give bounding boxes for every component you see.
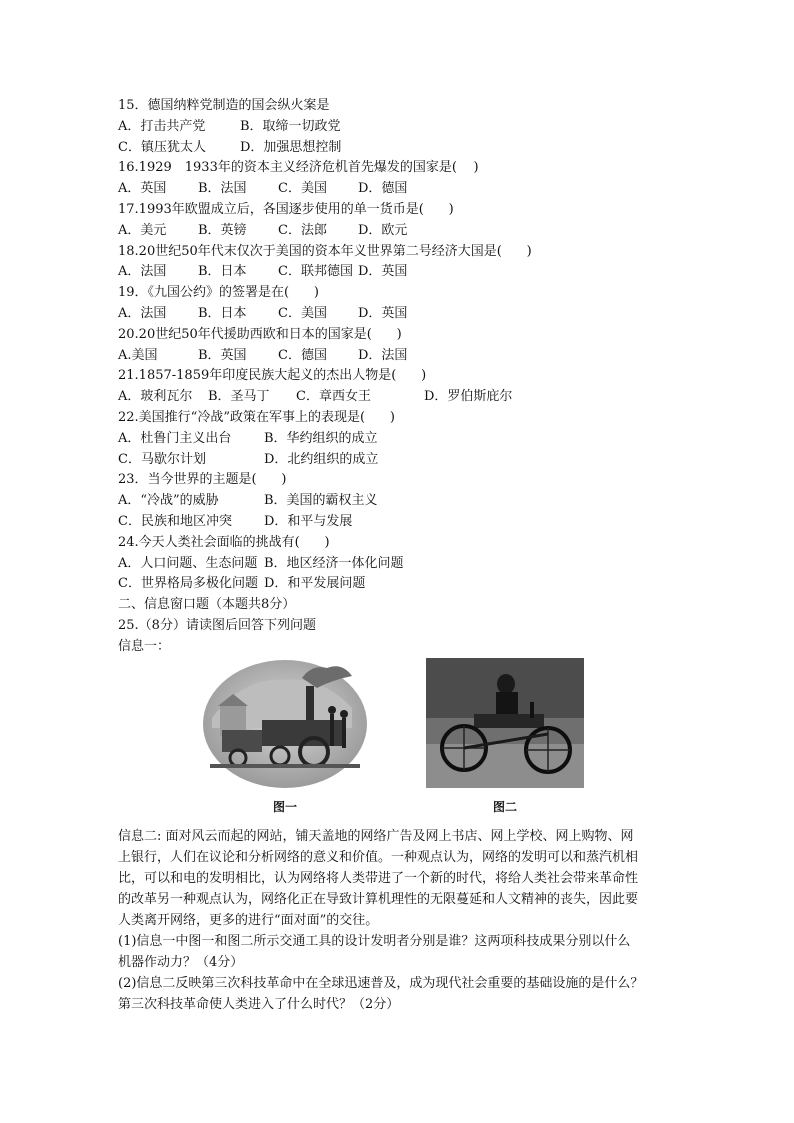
text-line: 上银行，人们在议论和分析网络的意义和价值。一种观点认为，网络的发明可以和蒸汽机相: [118, 849, 639, 865]
answer-option[interactable]: B．英国: [198, 347, 247, 363]
options-row: [118, 450, 688, 471]
answer-option[interactable]: A．法国: [118, 305, 167, 321]
answer-option[interactable]: C．马歇尔计划: [118, 451, 206, 467]
question-stem: 20.20世纪50年代援助西欧和日本的国家是( ): [118, 326, 402, 342]
text-line: (2)信息二反映第三次科技革命中在全球迅速普及，成为现代社会重要的基础设施的是什么？: [118, 975, 644, 991]
figure-two-caption: 图二: [493, 799, 518, 814]
answer-option[interactable]: A．“冷战”的威胁: [118, 493, 219, 509]
options-row: [118, 512, 688, 533]
options-row: [118, 221, 688, 242]
question-stem: 17.1993年欧盟成立后，各国逐步使用的单一货币是( ): [118, 201, 454, 217]
question-stem: 15．德国纳粹党制造的国会纵火案是: [118, 98, 330, 113]
answer-option[interactable]: B．圣马丁: [208, 389, 270, 405]
answer-option[interactable]: C．法郎: [278, 222, 327, 238]
sub-question-1: [118, 931, 688, 973]
question-stem: 21.1857-1859年印度民族大起义的杰出人物是( ): [118, 368, 427, 384]
answer-option[interactable]: B．美国的霸权主义: [264, 493, 378, 509]
options-row: [118, 138, 688, 159]
answer-option[interactable]: B．地区经济一体化问题: [264, 555, 404, 571]
answer-option[interactable]: C．美国: [278, 305, 327, 321]
answer-option[interactable]: D．罗伯斯庇尔: [424, 389, 513, 405]
answer-option[interactable]: D．德国: [358, 181, 408, 197]
question-stem: 22.美国推行“冷战”政策在军事上的表现是( ): [118, 409, 395, 425]
section-heading: 二、信息窗口题（本题共8分）: [118, 597, 296, 613]
answer-option[interactable]: C．镇压犹太人: [118, 139, 206, 155]
answer-option[interactable]: B．英镑: [198, 222, 247, 238]
options-row: [118, 262, 688, 283]
text-line: 的改革另一种观点认为，网络化正在导致计算机理性的无限蔓延和人文精神的丧失，因此要: [118, 891, 639, 907]
answer-option[interactable]: A．美元: [118, 222, 167, 238]
question-stem: 19．《九国公约》的签署是在( ): [118, 285, 319, 301]
answer-option[interactable]: D．欧元: [358, 222, 408, 238]
multiple-choice-section: [118, 96, 688, 595]
options-row: [118, 346, 688, 367]
answer-option[interactable]: D．和平与发展: [264, 513, 353, 529]
answer-option[interactable]: D．加强思想控制: [240, 139, 342, 155]
question-stem: 24.今天人类社会面临的挑战有( ): [118, 534, 330, 550]
options-row: [118, 554, 688, 575]
answer-option[interactable]: A．英国: [118, 181, 167, 197]
answer-option[interactable]: B．日本: [198, 264, 247, 280]
answer-option[interactable]: D．法国: [358, 347, 408, 363]
options-row: [118, 574, 688, 595]
answer-option[interactable]: B．取缔一切政党: [240, 118, 341, 134]
question-stem: 23．当今世界的主题是( ): [118, 472, 287, 488]
exam-page: [118, 96, 688, 1015]
options-row: [118, 304, 688, 325]
options-row: [118, 491, 688, 512]
options-row: [118, 179, 688, 200]
figure-two-early-automobile: [426, 658, 584, 788]
options-row: [118, 387, 688, 408]
sub-question-2: [118, 973, 688, 1015]
answer-option[interactable]: C．世界格局多极化问题: [118, 576, 258, 592]
answer-option[interactable]: A．玻利瓦尔: [118, 389, 193, 405]
text-line: 人类离开网络，更多的进行“面对面”的交往。: [118, 912, 379, 928]
options-row: [118, 429, 688, 450]
answer-option[interactable]: C．德国: [278, 347, 327, 363]
text-line: 机器作动力？（4分）: [118, 954, 244, 970]
answer-option[interactable]: B．法国: [198, 181, 247, 197]
answer-option[interactable]: A．法国: [118, 264, 167, 280]
text-line: 第三次科技革命使人类进入了什么时代？（2分）: [118, 996, 400, 1012]
answer-option[interactable]: C．民族和地区冲突: [118, 513, 232, 529]
answer-option[interactable]: D．英国: [358, 305, 408, 321]
answer-option[interactable]: D．和平发展问题: [264, 576, 366, 592]
figures-row: [118, 658, 688, 826]
info-two-paragraph: [118, 826, 688, 931]
answer-option[interactable]: D．英国: [358, 264, 408, 280]
options-row: [118, 117, 688, 138]
text-line: 比，可以和电的发明相比，认为网络将人类带进了一个新的时代，将给人类社会带来革命性: [118, 870, 639, 886]
answer-option[interactable]: C．联邦德国: [278, 264, 353, 280]
answer-option[interactable]: C．美国: [278, 181, 327, 197]
question-stem: 16.1929 1933年的资本主义经济危机首先爆发的国家是( ): [118, 160, 479, 176]
answer-option[interactable]: A.美国: [118, 347, 158, 363]
text-line: (1)信息一中图一和图二所示交通工具的设计发明者分别是谁？这两项科技成果分别以什么: [118, 933, 631, 949]
info-one-label: 信息一：: [118, 638, 171, 654]
question-25-stem: 25.（8分）请读图后回答下列问题: [118, 617, 316, 633]
answer-option[interactable]: C．章西女王: [296, 389, 371, 405]
answer-option[interactable]: B．华约组织的成立: [264, 430, 378, 446]
figure-one-steam-locomotive: [202, 658, 368, 788]
text-line: 信息二: 面对风云而起的网站，铺天盖地的网络广告及网上书店、网上学校、网上购物、网: [118, 828, 634, 844]
question-stem: 18.20世纪50年代末仅次于美国的资本年义世界第二号经济大国是( ): [118, 243, 532, 259]
answer-option[interactable]: A．杜鲁门主义出台: [118, 430, 232, 446]
answer-option[interactable]: D．北约组织的成立: [264, 451, 379, 467]
figure-one-caption: 图一: [273, 799, 298, 814]
answer-option[interactable]: A．人口问题、生态问题: [118, 555, 258, 571]
answer-option[interactable]: B．日本: [198, 305, 247, 321]
answer-option[interactable]: A．打击共产党: [118, 118, 206, 134]
